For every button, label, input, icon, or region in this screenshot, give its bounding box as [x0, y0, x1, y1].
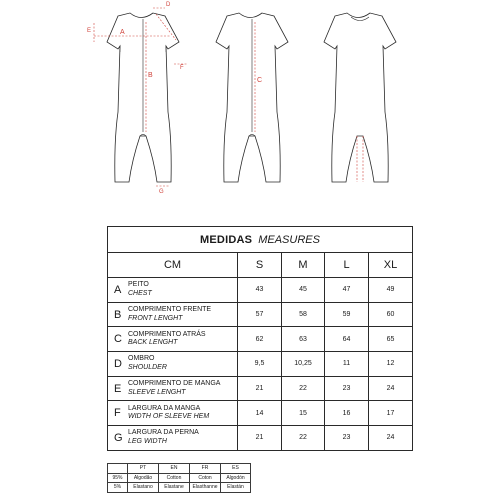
table-row — [108, 352, 413, 377]
measure-letter: A — [114, 283, 122, 296]
size-value-cell: 12 — [369, 352, 413, 377]
size-value-cell: 47 — [325, 278, 369, 303]
measure-label-cell — [108, 302, 238, 327]
garment-sketches — [0, 0, 500, 200]
size-value-cell: 21 — [238, 426, 282, 451]
label-a: A — [120, 29, 125, 36]
table-row — [108, 426, 413, 451]
table-row — [108, 278, 413, 303]
table-row — [108, 327, 413, 352]
size-value-cell: 45 — [282, 278, 325, 303]
title-en: MEASURES — [258, 233, 320, 246]
composition-row — [108, 483, 251, 493]
measure-label-cell — [108, 426, 238, 451]
size-value-cell: 43 — [238, 278, 282, 303]
composition-cell: Elastán — [221, 483, 251, 493]
size-value-cell: 15 — [282, 401, 325, 426]
measure-letter: F — [114, 407, 121, 420]
composition-header-blank — [108, 464, 128, 474]
size-value-cell: 16 — [325, 401, 369, 426]
composition-cell: Elasthanne — [190, 483, 221, 493]
size-value-cell: 64 — [325, 327, 369, 352]
measure-letter: E — [114, 382, 122, 395]
table-title-row — [108, 227, 413, 253]
measure-names — [128, 380, 220, 397]
measure-name-pt: LARGURA DA PERNA — [128, 429, 199, 437]
table-row — [108, 401, 413, 426]
table-row — [108, 376, 413, 401]
composition-cell: 5% — [108, 483, 128, 493]
composition-header-fr: FR — [190, 464, 221, 474]
composition-header-pt: PT — [128, 464, 159, 474]
size-value-cell: 22 — [282, 426, 325, 451]
measure-name-pt: COMPRIMENTO DE MANGA — [128, 380, 221, 388]
size-value-cell: 63 — [282, 327, 325, 352]
measure-label-cell — [108, 376, 238, 401]
size-value-cell: 57 — [238, 302, 282, 327]
measure-name-pt: PEITO — [128, 281, 149, 289]
front-plain-sketch — [216, 13, 288, 182]
table-title — [108, 227, 413, 253]
measure-names — [128, 331, 206, 348]
measure-names — [128, 281, 152, 298]
header-s: S — [238, 253, 282, 278]
label-f: F — [180, 65, 184, 71]
size-value-cell: 17 — [369, 401, 413, 426]
size-value-cell: 58 — [282, 302, 325, 327]
header-cm: CM — [108, 253, 238, 278]
size-value-cell: 24 — [369, 376, 413, 401]
measure-name-pt: COMPRIMENTO FRENTE — [128, 306, 212, 314]
measure-name-en: BACK LENGHT — [128, 339, 178, 347]
table-row — [108, 302, 413, 327]
back-view-sketch — [324, 13, 396, 182]
size-value-cell: 23 — [325, 426, 369, 451]
size-value-cell: 11 — [325, 352, 369, 377]
table-body — [108, 278, 413, 451]
composition-cell: 95% — [108, 473, 128, 483]
measure-label-cell — [108, 327, 238, 352]
composition-header-row — [108, 464, 251, 474]
header-m: M — [282, 253, 325, 278]
label-e: E — [87, 28, 92, 34]
composition-cell: Algodón — [221, 473, 251, 483]
composition-cell: Cotton — [159, 473, 190, 483]
measures-table — [107, 226, 413, 451]
header-xl: XL — [369, 253, 413, 278]
composition-cell: Algodão — [128, 473, 159, 483]
label-c: C — [257, 77, 263, 84]
measure-names — [128, 429, 199, 446]
label-g: G — [159, 189, 164, 195]
size-value-cell: 23 — [325, 376, 369, 401]
size-value-cell: 65 — [369, 327, 413, 352]
measure-name-en: WIDTH OF SLEEVE HEM — [128, 413, 210, 421]
measure-letter: G — [114, 431, 123, 444]
composition-header-en: EN — [159, 464, 190, 474]
measure-name-en: SLEEVE LENGHT — [128, 388, 186, 396]
header-row — [108, 253, 413, 278]
size-value-cell: 9,5 — [238, 352, 282, 377]
size-value-cell: 10,25 — [282, 352, 325, 377]
measure-name-en: SHOULDER — [128, 363, 167, 371]
size-value-cell: 14 — [238, 401, 282, 426]
measure-names — [128, 306, 211, 323]
composition-cell: Coton — [190, 473, 221, 483]
composition-header-es: ES — [221, 464, 251, 474]
measure-label-cell — [108, 278, 238, 303]
measure-label-cell — [108, 352, 238, 377]
measure-name-en: LEG WIDTH — [128, 437, 167, 445]
label-b: B — [148, 72, 153, 79]
measure-name-pt: COMPRIMENTO ATRÁS — [128, 330, 206, 338]
measure-names — [128, 355, 167, 372]
composition-row — [108, 473, 251, 483]
size-value-cell: 60 — [369, 302, 413, 327]
size-value-cell: 62 — [238, 327, 282, 352]
measure-letter: B — [114, 308, 122, 321]
measure-name-pt: OMBRO — [128, 355, 155, 363]
composition-table — [107, 463, 251, 493]
size-value-cell: 21 — [238, 376, 282, 401]
measure-letter: C — [114, 333, 122, 346]
size-value-cell: 24 — [369, 426, 413, 451]
measure-name-pt: LARGURA DA MANGA — [128, 404, 201, 412]
title-pt: MEDIDAS — [200, 233, 253, 246]
measure-names — [128, 405, 209, 422]
measure-letter: D — [114, 357, 122, 370]
measure-label-cell — [108, 401, 238, 426]
header-l: L — [325, 253, 369, 278]
size-value-cell: 22 — [282, 376, 325, 401]
measure-name-en: CHEST — [128, 289, 152, 297]
composition-body — [108, 473, 251, 492]
size-value-cell: 49 — [369, 278, 413, 303]
composition-cell: Elastano — [128, 483, 159, 493]
size-value-cell: 59 — [325, 302, 369, 327]
measure-name-en: FRONT LENGHT — [128, 314, 183, 322]
front-view-sketch — [87, 2, 187, 195]
composition-cell: Elastane — [159, 483, 190, 493]
label-d: D — [166, 2, 171, 8]
